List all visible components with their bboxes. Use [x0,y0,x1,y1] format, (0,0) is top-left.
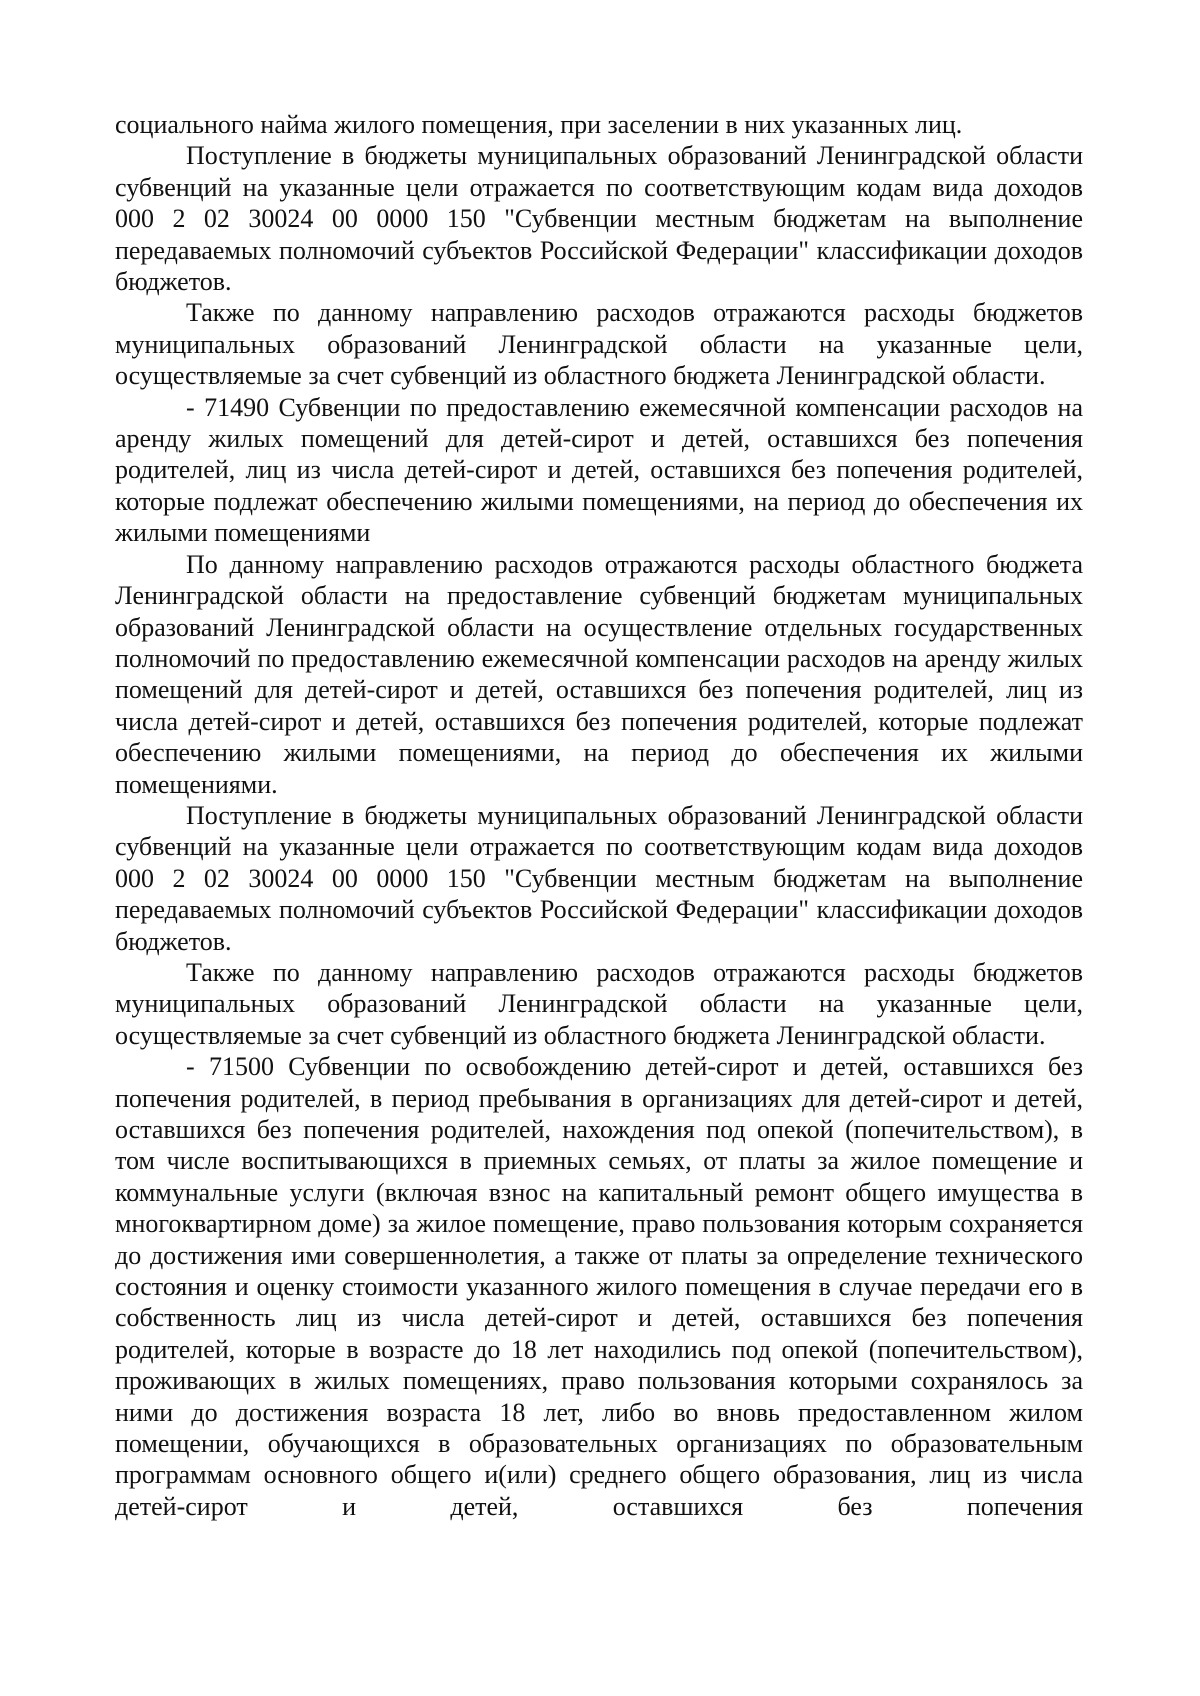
paragraph: Поступление в бюджеты муниципальных образований Ленинградской области субвенций на указанные цели отражается по соответствующим кодам вида доходов 000 2 02 30024 00 0000 150 "Субвенции местным бюджетам на выполнение передаваемых полномочий субъектов Российской Федерации" классификации доходов бюджетов. [115,141,1083,297]
paragraph: - 71500 Субвенции по освобождению детей-сирот и детей, оставшихся без попечения родителей, в период пребывания в организациях для детей-сирот и детей, оставшихся без попечения родителей, нахождения под опекой (попечительством), в том числе воспитывающихся в приемных семьях, от платы за жилое помещение и коммунальные услуги (включая взнос на капитальный ремонт общего имущества в многоквартирном доме) за жилое помещение, право пользования которым сохраняется до достижения ими совершеннолетия, а также от платы за определение технического состояния и оценку стоимости указанного жилого помещения в случае передачи его в собственность лиц из числа детей-сирот и детей, оставшихся без попечения родителей, которые в возрасте до 18 лет находились под опекой (попечительством), проживающих в жилых помещениях, право пользования которыми сохранялось за ними до достижения возраста 18 лет, либо во вновь предоставленном жилом помещении, обучающихся в образовательных организациях по образовательным программам основного общего и(или) среднего общего образования, лиц из числа детей-сирот и детей, оставшихся без попечения [115,1052,1083,1521]
paragraph: социального найма жилого помещения, при заселении в них указанных лиц. [115,110,963,139]
document-page [115,109,1083,1522]
paragraph: По данному направлению расходов отражаются расходы областного бюджета Ленинградской области на предоставление субвенций бюджетам муниципальных образований Ленинградской области на осуществление отдельных государственных полномочий по предоставлению ежемесячной компенсации расходов на аренду жилых помещений для детей-сирот и детей, оставшихся без попечения родителей, лиц из числа детей-сирот и детей, оставшихся без попечения родителей, которые подлежат обеспечению жилыми помещениями, на период до обеспечения их жилыми помещениями. [115,549,1083,799]
paragraph: Также по данному направлению расходов отражаются расходы бюджетов муниципальных образований Ленинградской области на указанные цели, осуществляемые за счет субвенций из областного бюджета Ленинградской области. [115,298,1083,391]
paragraph: - 71490 Субвенции по предоставлению ежемесячной компенсации расходов на аренду жилых помещений для детей-сирот и детей, оставшихся без попечения родителей, лиц из числа детей-сирот и детей, оставшихся без попечения родителей, которые подлежат обеспечению жилыми помещениями, на период до обеспечения их жилыми помещениями [115,392,1083,548]
paragraph: Также по данному направлению расходов отражаются расходы бюджетов муниципальных образований Ленинградской области на указанные цели, осуществляемые за счет субвенций из областного бюджета Ленинградской области. [115,957,1083,1050]
paragraph: Поступление в бюджеты муниципальных образований Ленинградской области субвенций на указанные цели отражается по соответствующим кодам вида доходов 000 2 02 30024 00 0000 150 "Субвенции местным бюджетам на выполнение передаваемых полномочий субъектов Российской Федерации" классификации доходов бюджетов. [115,800,1083,956]
